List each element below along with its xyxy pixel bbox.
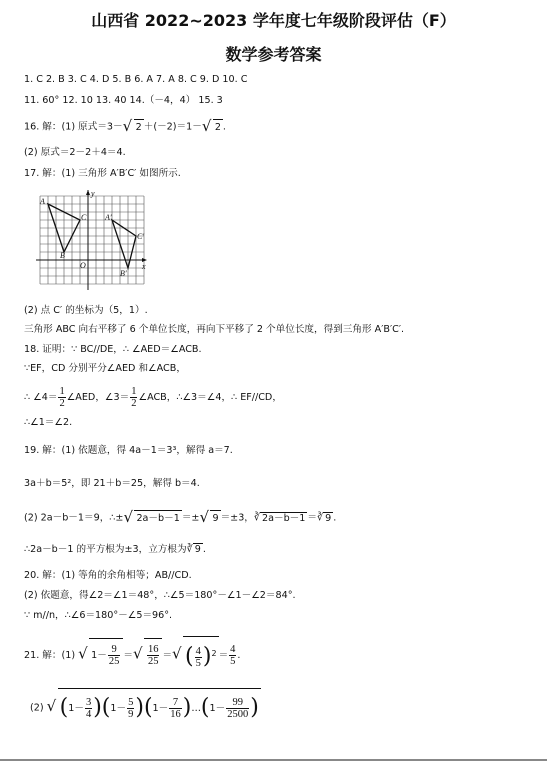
label-b: B bbox=[60, 251, 65, 260]
q21-part1: 21. 解：(1) √ 1－ $\frac{9}{25}$ ＝ √ $\frac{16}{25}$ ＝√ ( $\frac{4}{5}$ )$^2$ ＝ $\frac{4}{5}$ . bbox=[24, 636, 240, 674]
page-bottom-border bbox=[0, 759, 547, 761]
fraction-half: $\frac{1}{2}$ bbox=[131, 385, 137, 409]
document-title: 山西省 2022~2023 学年度七年级阶段评估（F） bbox=[91, 11, 456, 30]
answer-row-2: 11. 60° 12. 10 13. 40 14.（－4，4） 15. 3 bbox=[24, 95, 223, 106]
sqrt-sign: √ ( $\frac{4}{5}$ )$^2$ bbox=[172, 636, 219, 674]
q18-line4: ∴∠1＝∠2. bbox=[24, 417, 73, 428]
q18-line1: 18. 证明：∵ BC//DE，∴ ∠AED＝∠ACB. bbox=[24, 344, 202, 355]
label-y-axis: y bbox=[91, 190, 95, 198]
sqrt-sign: √ (1－ $\frac{3}{4}$ )(1－ $\frac{5}{9}$ )(1－ $\frac{7}{16}$ )…(1－ $\frac{99}{2500}$ ) bbox=[47, 688, 261, 727]
q20-line2: (2) 依题意，得∠2＝∠1＝48°，∴∠5＝180°－∠1－∠2＝84°. bbox=[24, 590, 296, 601]
q20-line1: 20. 解：(1) 等角的余角相等；AB//CD. bbox=[24, 570, 192, 581]
label-a1: A′ bbox=[105, 213, 112, 222]
q19-line4: ∴2a－b－1 的平方根为±3，立方根为∛ 9 . bbox=[24, 544, 206, 555]
label-origin: O bbox=[80, 261, 86, 270]
q19-line1: 19. 解：(1) 依题意，得 4a－1＝3³，解得 a＝7. bbox=[24, 445, 233, 456]
q17-part1: 17. 解：(1) 三角形 A′B′C′ 如图所示. bbox=[24, 168, 181, 179]
answer-row-1: 1. C 2. B 3. C 4. D 5. B 6. A 7. A 8. C 9. D 10. C bbox=[24, 74, 248, 85]
sqrt-sign: √ 9 bbox=[199, 510, 220, 525]
q17-part2: (2) 点 C′ 的坐标为（5，1）. bbox=[24, 305, 148, 316]
q19-line3: (2) 2a－b－1＝9，∴±√ 2a－b－1 ＝±√ 9 ＝±3，∛ 2a－b－1 ＝∛ 9 . bbox=[24, 510, 336, 525]
y-axis-arrow bbox=[86, 190, 90, 195]
coordinate-grid-figure bbox=[36, 190, 148, 290]
grid-lines bbox=[40, 196, 144, 284]
q20-line3: ∵ m//n，∴∠6＝180°－∠5＝96°. bbox=[24, 610, 173, 621]
q21-part2: (2) √ (1－ $\frac{3}{4}$ )(1－ $\frac{5}{9}$ )(1－ $\frac{7}{16}$ )…(1－ $\frac{99}{2500}$ ) bbox=[30, 688, 261, 727]
sqrt-sign: √ 2 bbox=[202, 119, 223, 134]
fraction-half: $\frac{1}{2}$ bbox=[59, 385, 65, 409]
label-c1: C′ bbox=[137, 232, 145, 241]
sqrt-sign: √ $\frac{16}{25}$ bbox=[133, 638, 163, 672]
q17-part3: 三角形 ABC 向右平移了 6 个单位长度，再向下平移了 2 个单位长度，得到三角形 A′B′C′. bbox=[24, 324, 405, 335]
q18-line2: ∵EF，CD 分别平分∠AED 和∠ACB， bbox=[24, 363, 186, 374]
q19-line2: 3a＋b＝5²，即 21＋b＝25，解得 b＝4. bbox=[24, 478, 200, 489]
label-x-axis: x bbox=[142, 262, 146, 271]
sqrt-sign: √ 2 bbox=[123, 119, 144, 134]
q18-line3: ∴ ∠4＝ $\frac{1}{2}$ ∠AED，∠3＝ $\frac{1}{2}$ ∠ACB，∴∠3＝∠4，∴ EF//CD， bbox=[24, 385, 282, 409]
q16-part1: 16. 解：(1) 原式＝3－√ 2 ＋(－2)＝1－√ 2 . bbox=[24, 119, 226, 134]
sqrt-sign: √ 2a－b－1 bbox=[123, 510, 181, 525]
sqrt-sign: √ 1－ $\frac{9}{25}$ bbox=[78, 638, 123, 672]
label-c: C bbox=[81, 213, 87, 222]
label-a: A bbox=[40, 197, 45, 206]
label-b1: B′ bbox=[120, 269, 127, 278]
q16-part2: (2) 原式＝2－2＋4＝4. bbox=[24, 147, 126, 158]
document-subtitle: 数学参考答案 bbox=[225, 45, 322, 64]
